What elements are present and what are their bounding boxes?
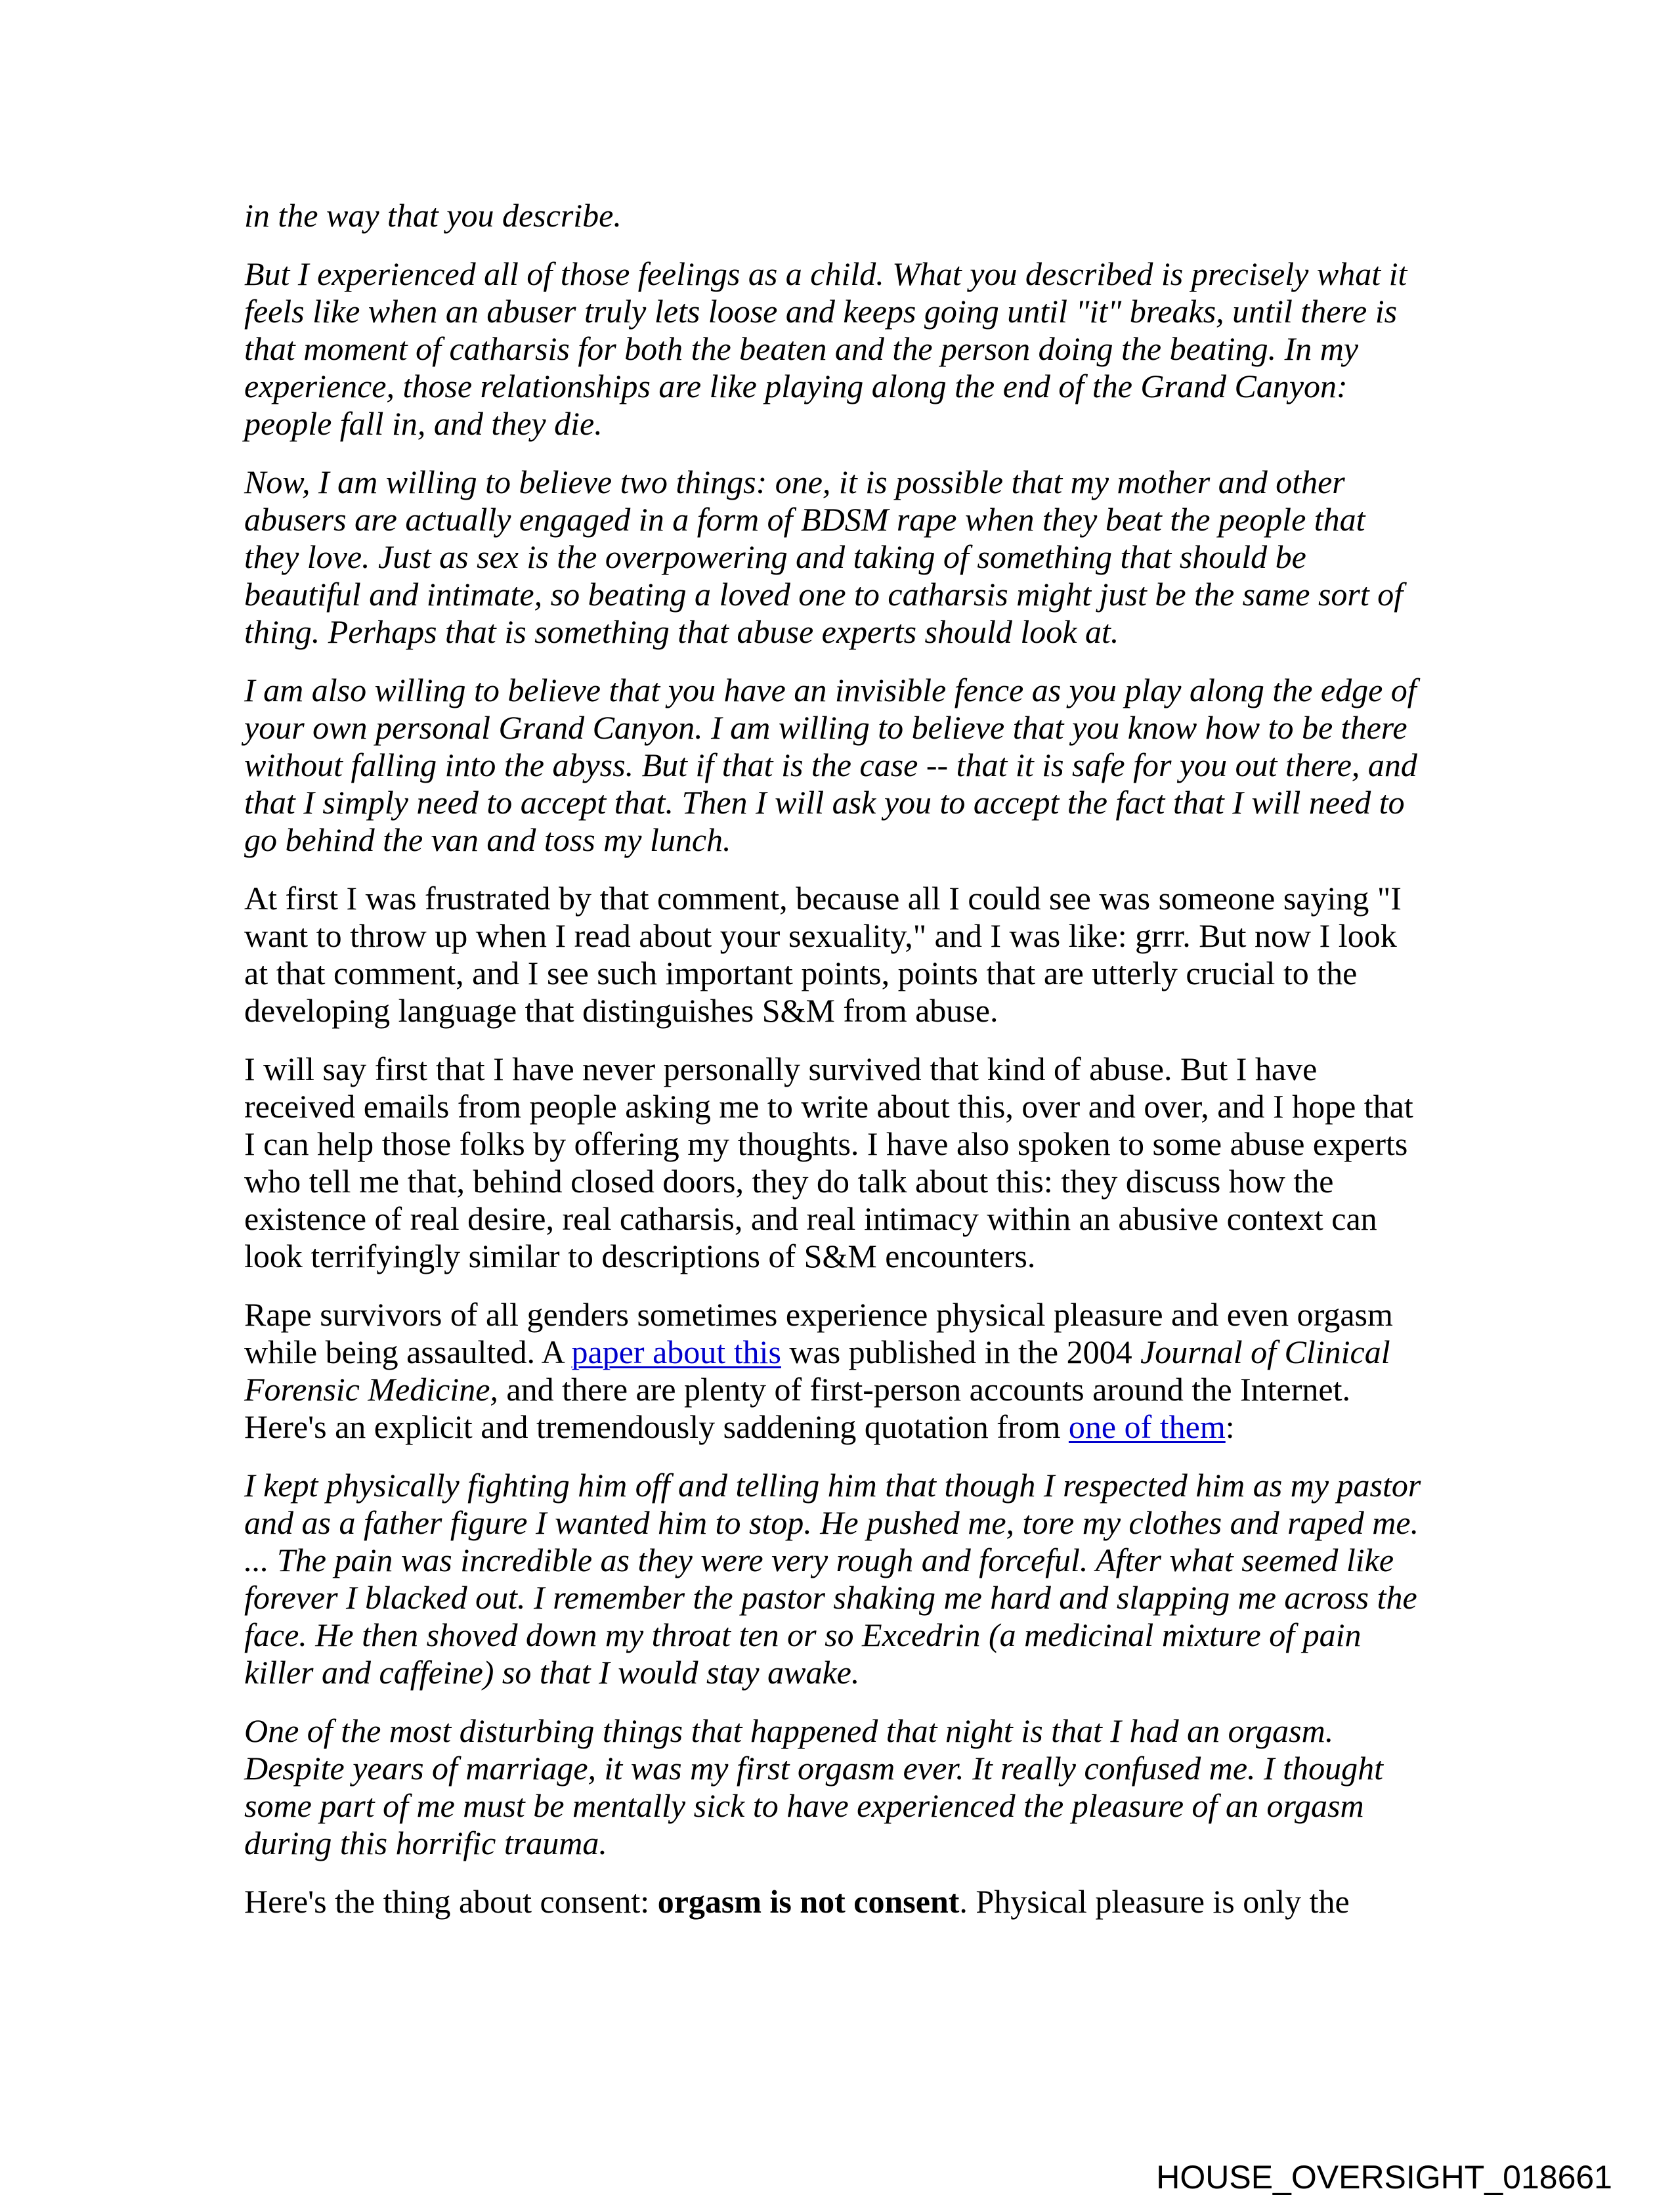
blockquote-survivor-account: I kept physically fighting him off and telling him that though I respected him as my pastor and as a father figure I wanted him to stop. He pushed me, tore my clothes and raped me. ... The pain was incredible as they were very rough and forceful. After what seemed like forever I blacked out. I remember the pastor shaking me hard and slapping me across the face. He then shoved down my throat ten or so Excedrin (a medicinal mixture of pain killer and caffeine) so that I would stay awake.: [244, 1467, 1421, 1691]
paragraph-quoted-comment-two-things: Now, I am willing to believe two things: one, it is possible that my mother and other abusers are actually engaged in a form of BDSM rape when they beat the people that they love. Just as sex is the overpowering and taking of something that should be beautiful and intimate, so beating a loved one to catharsis might just be the same sort of thing. Perhaps that is something that abuse experts should look at.: [244, 464, 1404, 650]
paragraph-text: Rape survivors of all genders sometimes experience physical pleasure and even orgasm while being assaulted. A: [244, 1296, 1393, 1370]
blockquote-survivor-orgasm: One of the most disturbing things that happened that night is that I had an orgasm. Despite years of marriage, it was my first orgasm ever. It really confused me. I thought some part of me must be mentally sick to have experienced the pleasure of an orgasm during this horrific trauma.: [244, 1712, 1383, 1861]
paragraph-never-survived: I will say first that I have never personally survived that kind of abuse. But I have received emails from people asking me to write about this, over and over, and I hope that I can help those folks by offering my thoughts. I have also spoken to some abuse experts who tell me that, behind closed doors, they do talk about this: they discuss how the existence of real desire, real catharsis, and real intimacy within an abusive context can look terrifyingly similar to descriptions of S&M encounters.: [244, 1051, 1413, 1274]
emphasis-bold: orgasm is not consent: [657, 1883, 960, 1920]
paragraph-text: was published in the 2004: [781, 1334, 1141, 1370]
paragraph-rape-survivors: [244, 1296, 1426, 1446]
paragraph-quoted-comment-invisible-fence: I am also willing to believe that you have an invisible fence as you play along the edge of your own personal Grand Canyon. I am willing to believe that you know how to be there without falling into the abyss. But if that is the case -- that it is safe for you out there, and that I simply need to accept that. Then I will ask you to accept the fact that I will need to go behind the van and toss my lunch.: [244, 672, 1417, 858]
journal-title: Journal of Clinical Forensic Medicine,: [244, 1334, 1390, 1408]
paragraph-consent: [244, 1883, 1426, 1920]
paragraph-text: and there are plenty of first-person accounts around the Internet. Here's an explicit and tremendously saddening quotation from: [244, 1371, 1350, 1445]
document-body: [244, 197, 1426, 1941]
one-of-them-link[interactable]: one of them: [1068, 1408, 1226, 1445]
bates-stamp: HOUSE_OVERSIGHT_018661: [1156, 2159, 1612, 2196]
paragraph-continuation: in the way that you describe.: [244, 197, 622, 234]
paper-about-this-link[interactable]: paper about this: [571, 1334, 781, 1370]
paragraph-frustrated-comment: At first I was frustrated by that comment, because all I could see was someone saying "I want to throw up when I read about your sexuality," and I was like: grrr. But now I look at that comment, and I see such important points, points that are utterly crucial to the developing language that distinguishes S&M from abuse.: [244, 880, 1402, 1029]
paragraph-text: :: [1225, 1408, 1235, 1445]
paragraph-text: . Physical pleasure is only the: [959, 1883, 1350, 1920]
paragraph-quoted-comment-childhood: But I experienced all of those feelings as a child. What you described is precisely what it feels like when an abuser truly lets loose and keeps going until "it" breaks, until there is that moment of catharsis for both the beaten and the person doing the beating. In my experience, those relationships are like playing along the end of the Grand Canyon: people fall in, and they die.: [244, 255, 1407, 442]
paragraph-text: Here's the thing about consent:: [244, 1883, 658, 1920]
